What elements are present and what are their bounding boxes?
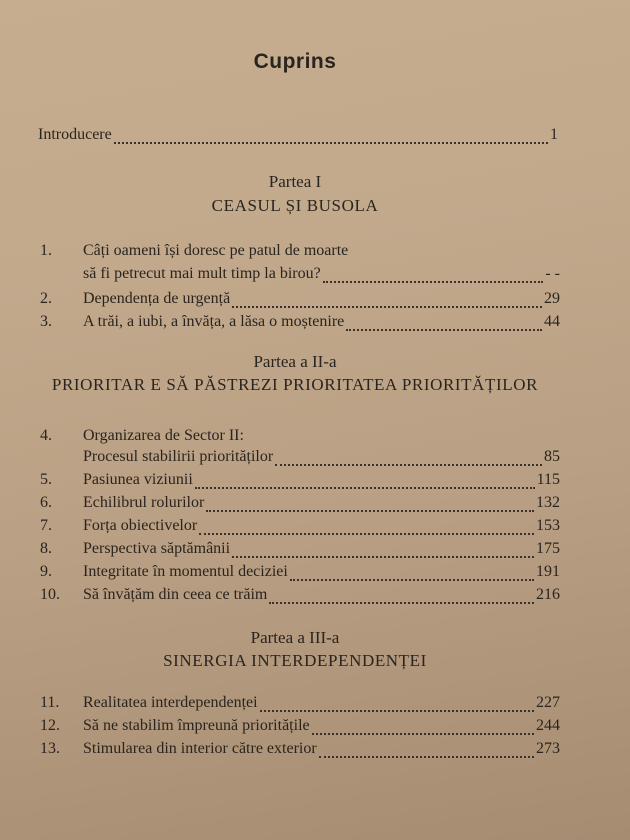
toc-entry-intro[interactable] bbox=[38, 124, 558, 146]
entry-page: 1 bbox=[550, 126, 558, 143]
entry-text: Introducere bbox=[38, 126, 112, 143]
toc-title: Cuprins bbox=[253, 50, 337, 73]
entry-page: 85 bbox=[544, 448, 560, 465]
leader-dots bbox=[206, 500, 534, 512]
leader-dots bbox=[323, 271, 544, 283]
leader-dots bbox=[260, 700, 534, 712]
entry-text: Perspectiva săptămânii bbox=[83, 540, 231, 557]
toc-entry-1[interactable] bbox=[40, 263, 560, 285]
leader-dots bbox=[114, 132, 548, 144]
toc-entry-10[interactable] bbox=[40, 584, 560, 606]
entry-page: 191 bbox=[536, 563, 560, 580]
entry-text: Stimularea din interior către exterior bbox=[83, 740, 317, 757]
entry-text: Forța obiectivelor bbox=[83, 517, 198, 534]
toc-entry-9[interactable] bbox=[40, 561, 560, 583]
toc-entry-7[interactable] bbox=[40, 515, 560, 537]
entry-num: 5. bbox=[40, 471, 52, 488]
entry-page: 44 bbox=[544, 313, 560, 330]
toc-entry-2[interactable] bbox=[40, 288, 560, 310]
leader-dots bbox=[232, 296, 542, 308]
entry-page: 216 bbox=[536, 586, 560, 603]
entry-num: 1. bbox=[40, 242, 52, 259]
part-label: Partea a II-a bbox=[253, 352, 337, 371]
leader-dots bbox=[269, 592, 534, 604]
entry-page: 244 bbox=[536, 717, 560, 734]
leader-dots bbox=[290, 569, 534, 581]
entry-text-line1: Organizarea de Sector II: bbox=[83, 427, 244, 444]
entry-text: A trăi, a iubi, a învăța, a lăsa o moștenire bbox=[83, 313, 345, 330]
entry-text: Pasiunea viziunii bbox=[83, 471, 193, 488]
entry-num: 10. bbox=[40, 586, 60, 603]
toc-entry-13[interactable] bbox=[40, 738, 560, 760]
entry-page: 153 bbox=[536, 517, 560, 534]
entry-num: 8. bbox=[40, 540, 52, 557]
toc-entry-6[interactable] bbox=[40, 492, 560, 514]
entry-text: Să ne stabilim împreună prioritățile bbox=[83, 717, 310, 734]
entry-page: - - bbox=[545, 265, 560, 282]
entry-text: Echilibrul rolurilor bbox=[83, 494, 205, 511]
part-title: SINERGIA INTERDEPENDENȚEI bbox=[163, 651, 427, 670]
toc-entry-5[interactable] bbox=[40, 469, 560, 491]
entry-page: 29 bbox=[544, 290, 560, 307]
leader-dots bbox=[275, 454, 542, 466]
part-label: Partea I bbox=[268, 172, 322, 191]
toc-entry-11[interactable] bbox=[40, 692, 560, 714]
entry-text: Realitatea interdependenței bbox=[83, 694, 258, 711]
toc-entry-12[interactable] bbox=[40, 715, 560, 737]
leader-dots bbox=[319, 746, 534, 758]
entry-num: 11. bbox=[40, 694, 60, 711]
entry-page: 175 bbox=[536, 540, 560, 557]
entry-page: 115 bbox=[536, 471, 560, 488]
entry-page: 132 bbox=[536, 494, 560, 511]
toc-entry-4[interactable] bbox=[40, 446, 560, 468]
entry-num: 13. bbox=[40, 740, 60, 757]
part-label: Partea a III-a bbox=[250, 628, 340, 647]
toc-entry-3[interactable] bbox=[40, 311, 560, 333]
entry-text: să fi petrecut mai mult timp la birou? bbox=[83, 265, 321, 282]
entry-text: Procesul stabilirii priorităților bbox=[83, 448, 274, 465]
entry-num: 7. bbox=[40, 517, 52, 534]
entry-num: 4. bbox=[40, 427, 52, 444]
part-title: CEASUL ȘI BUSOLA bbox=[211, 196, 379, 215]
entry-num: 12. bbox=[40, 717, 60, 734]
entry-num: 6. bbox=[40, 494, 52, 511]
entry-num: 2. bbox=[40, 290, 52, 307]
entry-page: 227 bbox=[536, 694, 560, 711]
toc-entry-8[interactable] bbox=[40, 538, 560, 560]
leader-dots bbox=[232, 546, 534, 558]
leader-dots bbox=[346, 319, 542, 331]
leader-dots bbox=[312, 723, 534, 735]
entry-text: Să învățăm din ceea ce trăim bbox=[83, 586, 268, 603]
entry-page: 273 bbox=[536, 740, 560, 757]
leader-dots bbox=[199, 523, 534, 535]
entry-num: 3. bbox=[40, 313, 52, 330]
entry-num: 9. bbox=[40, 563, 52, 580]
leader-dots bbox=[195, 477, 535, 489]
part-title: PRIORITAR E SĂ PĂSTREZI PRIORITATEA PRIORITĂȚILOR bbox=[51, 375, 539, 394]
entry-text: Dependența de urgență bbox=[83, 290, 231, 307]
entry-text: Integritate în momentul deciziei bbox=[83, 563, 288, 580]
entry-text-line1: Câți oameni își doresc pe patul de moarte bbox=[83, 242, 349, 259]
